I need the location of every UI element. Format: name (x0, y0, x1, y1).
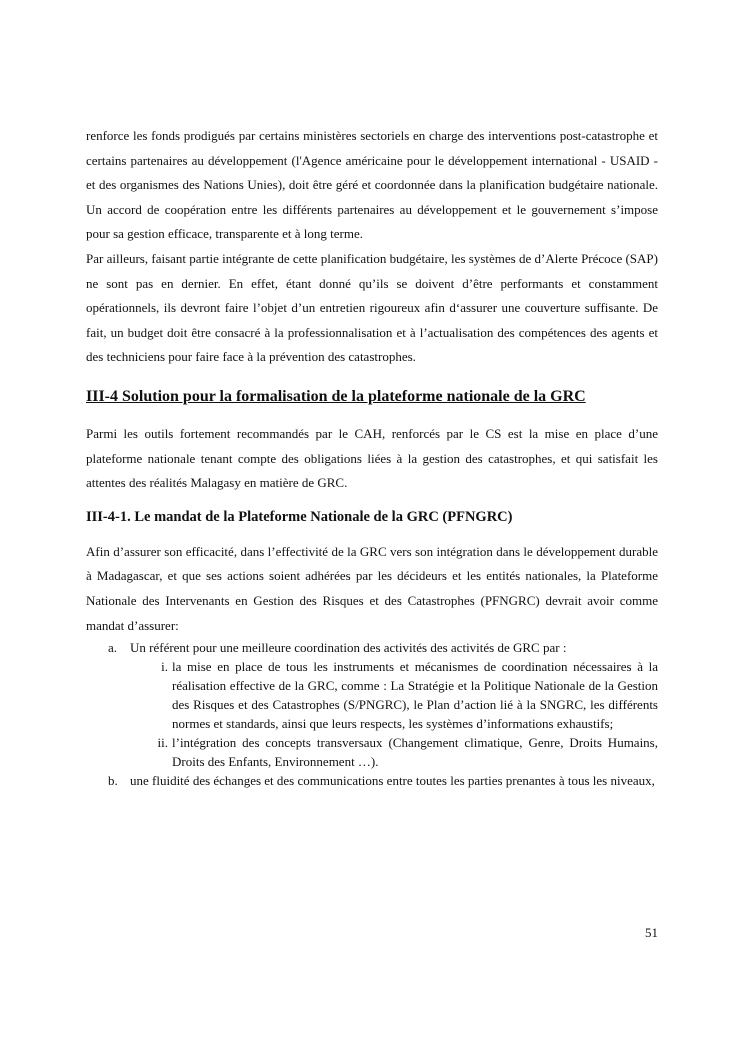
list-item-text: l’intégration des concepts transversaux (Changement climatique, Genre, Droits Humains, Droits des Enfants, Environnement …). (172, 735, 658, 770)
document-page (86, 124, 658, 790)
list-item-text: une fluidité des échanges et des communications entre toutes les parties prenantes à tous les niveaux, (130, 773, 655, 789)
list-item (86, 638, 658, 657)
subsection-heading: III-4-1. Le mandat de la Plateforme Nationale de la GRC (PFNGRC) (86, 508, 513, 525)
list-marker: a. (108, 640, 118, 656)
paragraph-early-warning: Par ailleurs, faisant partie intégrante de cette planification budgétaire, les systèmes de d’Alerte Précoce (SAP) ne sont pas en dernier. En effet, étant donné qu’ils se doivent d’être performants et constamment opérationnels, ils devront faire l’objet d’un entretien rigoureux afin d‘assurer une couverture suffisante. De fait, un budget doit être consacré à la professionnalisation et à l’actualisation des compétences des agents et des techniciens pour faire face à la prévention des catastrophes. (86, 250, 658, 365)
paragraph-platform-intro: Parmi les outils fortement recommandés par le CAH, renforcés par le CS est la mise en place d’une plateforme nationale tenant compte des obligations liées à la gestion des catastrophes, et qui satisfait les attentes des réalités Malagasy en matière de GRC. (86, 425, 658, 491)
coordination-sublist (86, 657, 658, 771)
list-marker: ii. (157, 735, 168, 751)
list-item (86, 733, 658, 771)
list-item (86, 771, 658, 790)
list-marker: b. (108, 773, 118, 789)
page-number: 51 (645, 925, 658, 940)
list-item-text: la mise en place de tous les instruments et mécanismes de coordination nécessaires à la réalisation effective de la GRC, comme : La Stratégie et la Politique Nationale de la Gestion des Risques et des Catastrophes (S/PNGRC), le Plan d’action lié à la SNGRC, les différents normes et standards, ainsi que leurs respects, les systèmes d’informations exhaustifs; (172, 659, 658, 732)
list-marker: i. (161, 659, 168, 675)
mandate-list-continued (86, 771, 658, 790)
list-item-text: Un référent pour une meilleure coordination des activités des activités de GRC par : (130, 640, 567, 656)
paragraph-budget-funds: renforce les fonds prodigués par certains ministères sectoriels en charge des interventions post-catastrophe et certains partenaires au développement (l'Agence américaine pour le développement international - USAID - et des organismes des Nations Unies), doit être géré et coordonnée dans la planification budgétaire nationale. Un accord de coopération entre les différents partenaires au développement et le gouvernement s’impose pour sa gestion efficace, transparente et à long terme. (86, 128, 658, 242)
paragraph-mandate: Afin d’assurer son efficacité, dans l’effectivité de la GRC vers son intégration dans le développement durable à Madagascar, et que ses actions soient adhérées par les décideurs et les entités nationales, la Plateforme Nationale des Intervenants en Gestion des Risques et des Catastrophes (PFNGRC) devrait avoir comme mandat d’assurer: (86, 543, 658, 633)
section-heading: III-4 Solution pour la formalisation de la plateforme nationale de la GRC (86, 387, 586, 405)
mandate-list (86, 638, 658, 657)
list-item (86, 657, 658, 733)
